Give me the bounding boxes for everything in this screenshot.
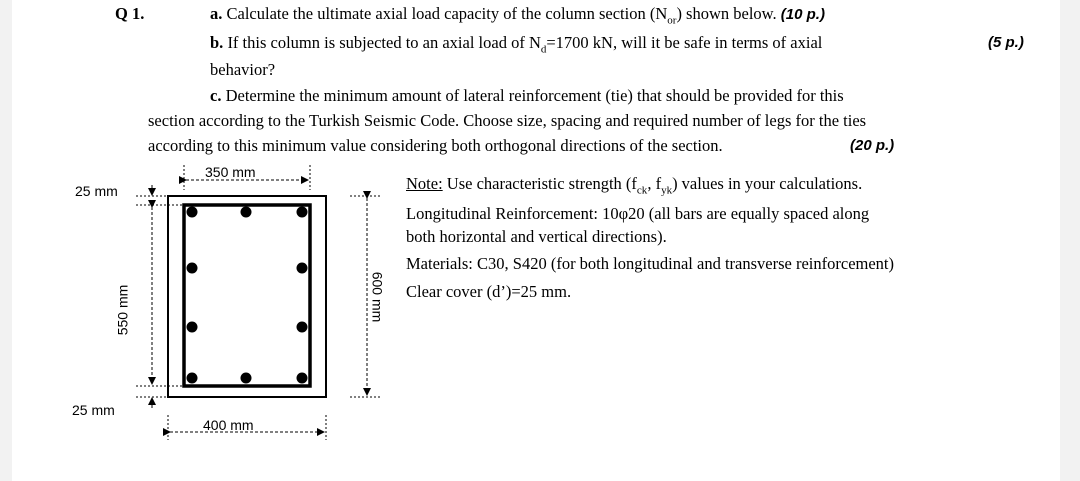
part-c-line2: section according to the Turkish Seismic Code. Choose size, spacing and required number of legs for the ties — [148, 111, 867, 130]
column-outer-outline — [168, 196, 326, 397]
dim-label-550: 550 mm — [114, 284, 131, 336]
dim-label-cover-bottom: 25 mm — [72, 402, 115, 418]
rebar — [187, 207, 198, 218]
part-c-points: (20 p.) — [850, 137, 895, 154]
rebar — [297, 263, 308, 274]
rebar — [187, 322, 198, 333]
dim-label-350: 350 mm — [205, 164, 256, 180]
question-number: Q 1. — [115, 4, 145, 23]
materials-line: Materials: C30, S420 (for both longitudinal and transverse reinforcement) — [406, 254, 894, 273]
rebar — [297, 207, 308, 218]
note-label: Note: — [406, 174, 443, 193]
part-b-points: (5 p.) — [988, 34, 1024, 51]
dim-label-cover-top: 25 mm — [75, 183, 118, 199]
rebar — [297, 322, 308, 333]
note-line: Note: Use characteristic strength ($f_{ck}$, $f_{yk}$) values in your calculations. — [406, 174, 863, 197]
dim-label-400: 400 mm — [203, 417, 254, 433]
cover-line: Clear cover (d’)=25 mm. — [406, 282, 572, 301]
part-b-text: b. If this column is subjected to an axial load of $N_d=1700$ kN, will it be safe in terms of axial — [210, 33, 823, 56]
part-a-points: (10 p.) — [780, 6, 825, 23]
rebar — [187, 373, 198, 384]
longitudinal-line2: both horizontal and vertical directions). — [406, 227, 667, 246]
dimension-left — [136, 185, 184, 408]
part-c-line1: c. Determine the minimum amount of lateral reinforcement (tie) that should be provided for this — [210, 86, 844, 105]
part-c-line3: according to this minimum value considering both orthogonal directions of the section. — [148, 136, 723, 155]
longitudinal-line1: Longitudinal Reinforcement: 10φ20 (all bars are equally spaced along — [406, 204, 870, 223]
longitudinal-bars — [187, 207, 308, 384]
tie-stirrup — [184, 205, 310, 386]
dim-label-600: 600 mm — [369, 271, 386, 323]
rebar — [187, 263, 198, 274]
rebar — [241, 207, 252, 218]
part-b-text-line2: behavior? — [210, 60, 276, 79]
rebar — [297, 373, 308, 384]
part-a-text: a. Calculate the ultimate axial load capacity of the column section $(N_{or})$ shown below. (10 p.) — [210, 4, 825, 27]
rebar — [241, 373, 252, 384]
